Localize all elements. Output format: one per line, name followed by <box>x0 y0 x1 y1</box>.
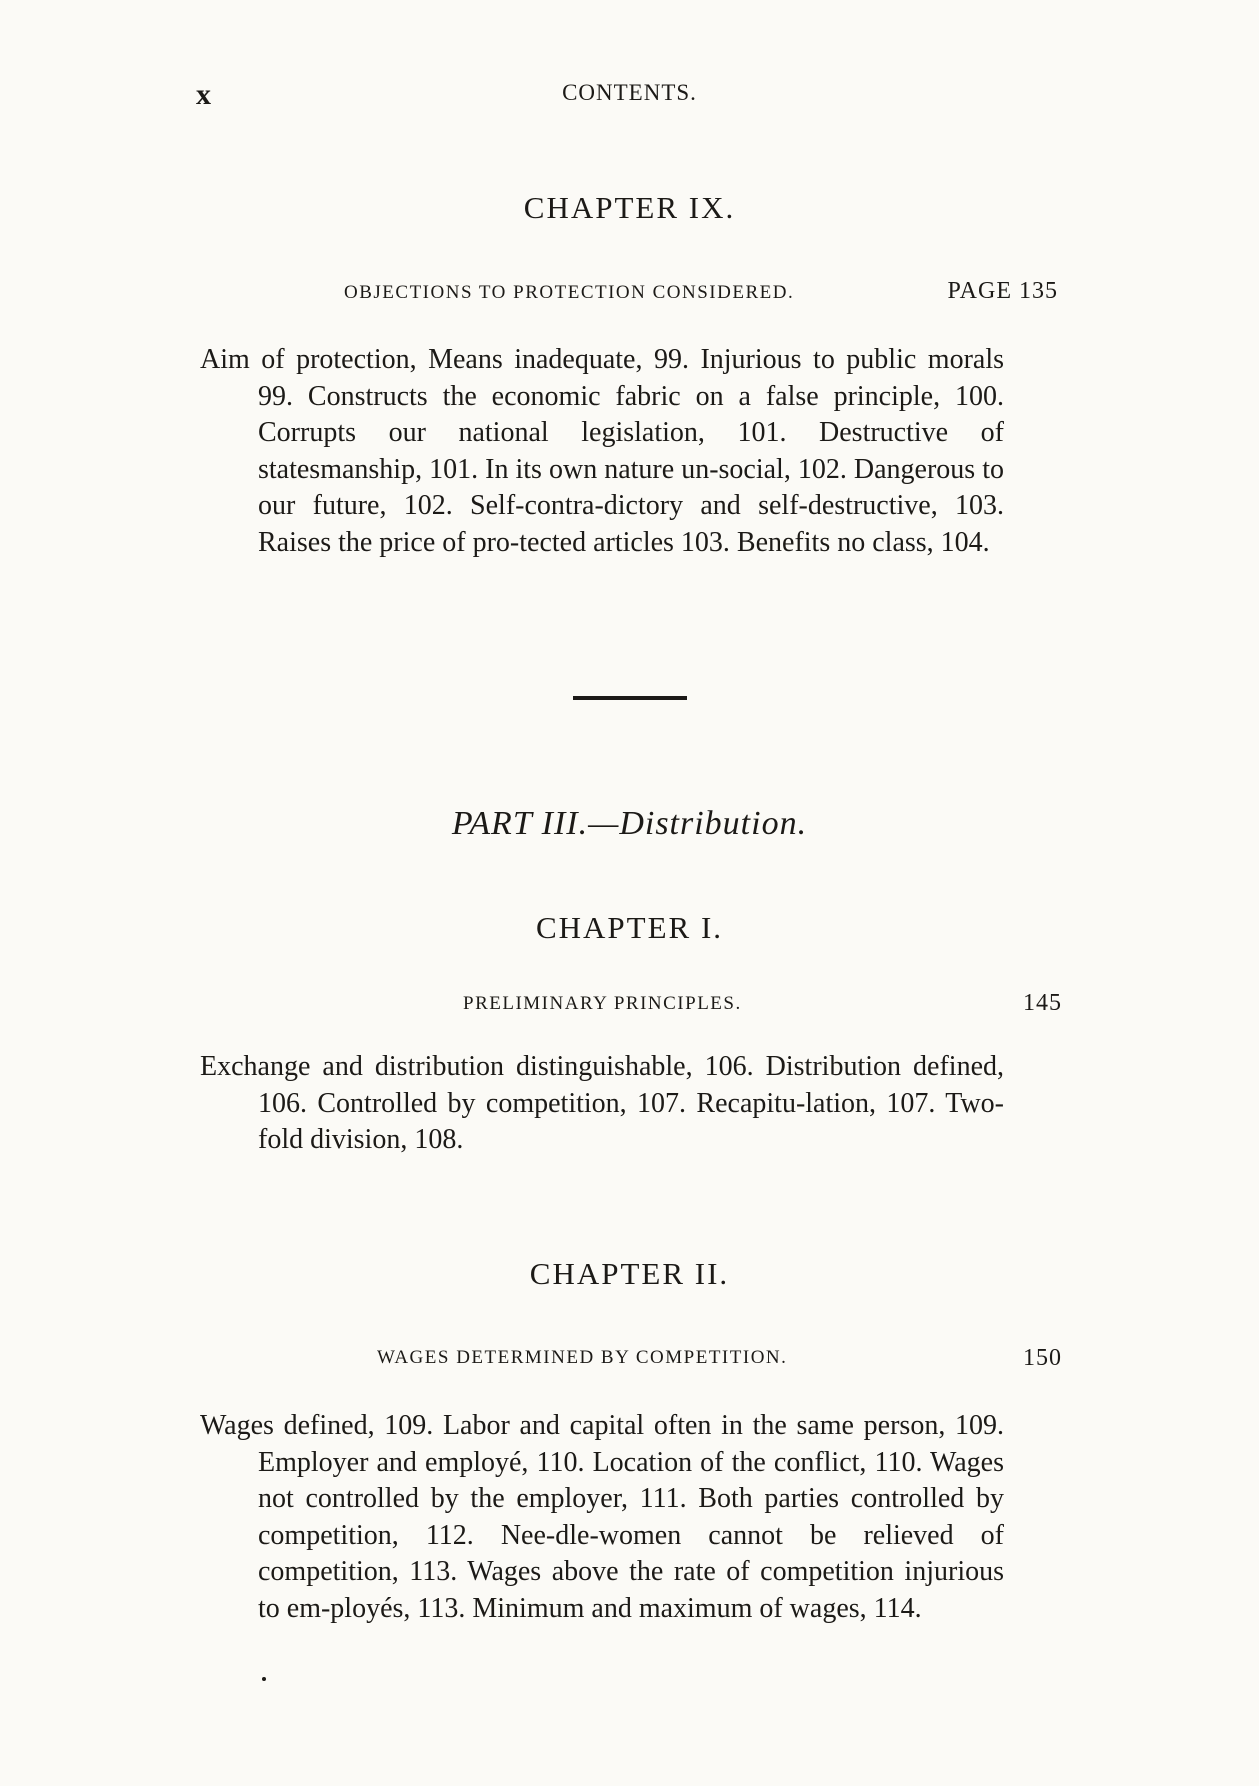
chapter-ix-title: CHAPTER IX. <box>523 190 736 225</box>
page-number: x <box>196 78 211 111</box>
part-title: PART III.—Distribution. <box>451 805 808 842</box>
chapter-ii-summary: Wages defined, 109. Labor and capital often in the same person, 109. Employer and employé, 110. Location of the conflict, 110. Wages not controlled by the employer, 111. Both parties controlled by competition, 112. Nee-dle-women cannot be relieved of competition, 113. Wages above the rate of competition injurious to em-ployés, 113. Minimum and maximum of wages, 114. <box>200 1410 1004 1624</box>
chapter-i-summary: Exchange and distribution distinguishable, 106. Distribution defined, 106. Controlled by competition, 107. Recapitu-lation, 107. Two-fold division, 108. <box>200 1051 1004 1155</box>
chapter-ix-summary: Aim of protection, Means inadequate, 99. Injurious to public morals 99. Constructs the economic fabric on a false principle, 100. Corrupts our national legislation, 101. Destructive of statesmanship, 101. In its own nature un-social, 102. Dangerous to our future, 102. Self-contra-dictory and self-destructive, 103. Raises the price of pro-tected articles 103. Benefits no class, 104. <box>200 344 1004 558</box>
chapter-i-page: 145 <box>1023 990 1062 1016</box>
chapter-ii-page: 150 <box>1023 1345 1062 1371</box>
chapter-ii-subtitle: WAGES DETERMINED BY COMPETITION. <box>377 1347 788 1368</box>
chapter-ii-title: CHAPTER II. <box>529 1256 730 1291</box>
chapter-i-title: CHAPTER I. <box>535 910 724 945</box>
running-head: CONTENTS. <box>562 80 697 105</box>
chapter-ix-subtitle: OBJECTIONS TO PROTECTION CONSIDERED. <box>344 282 795 303</box>
chapter-ix-page: PAGE 135 <box>947 278 1058 304</box>
chapter-i-subtitle: PRELIMINARY PRINCIPLES. <box>463 993 742 1014</box>
section-divider <box>573 696 687 700</box>
ink-speck <box>262 1677 266 1681</box>
